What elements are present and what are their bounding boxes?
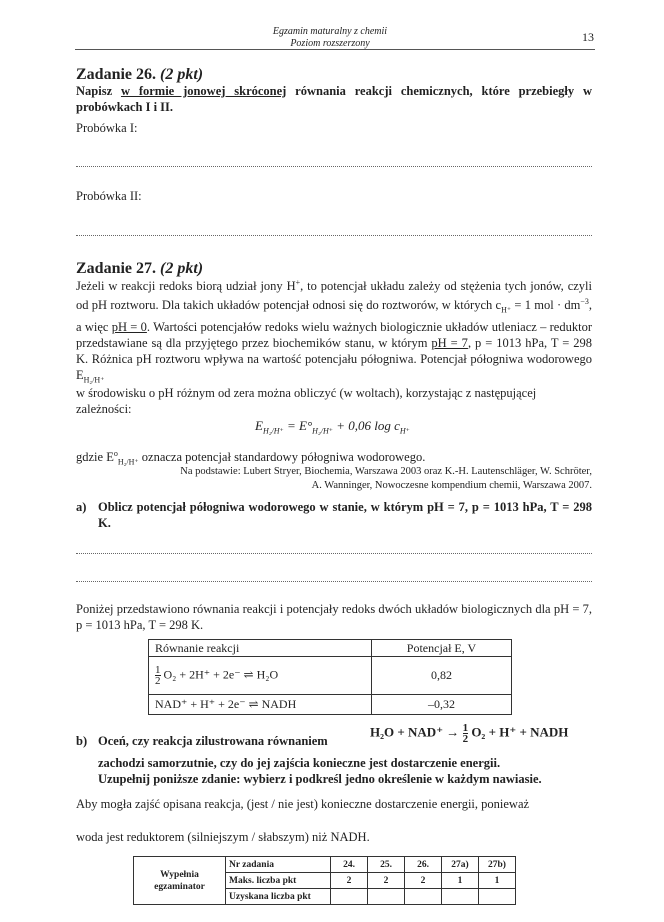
header-exam-title: Egzamin maturalny z chemii	[272, 26, 388, 37]
reaction-2: NAD⁺ + H⁺ + 2e⁻ ⇌ NADH	[149, 695, 372, 715]
table-intro: Poniżej przedstawiono równania reakcji i potencjały redoks dwóch układów biologicznych dla pH = 7, p = 1013 hPa, T = 298 K.	[76, 602, 592, 632]
col-potential-header: Potencjał E, V	[372, 640, 512, 657]
score-task: 25.	[368, 857, 405, 873]
reaction-1: $\frac{1}{2}$ O₂ + 2H⁺ + 2e⁻ ⇌ H₂O	[149, 657, 372, 695]
header-level: Poziom rozszerzony	[290, 38, 370, 49]
col-reaction-header: Równanie reakcji	[149, 640, 372, 657]
score-max: 1	[479, 873, 516, 889]
task-27-paragraph: Jeżeli w reakcji redoks biorą udział jony H+, to potencjał układu zależy od stężenia tych jonów, czyli od pH roztworu. Dla takich układów potencjał odnosi się do roztworów, w których $c_{H^+} = 1$ mol · $dm^{-3}$, a więc pH = 0. Wartości potencjałów redoks wielu ważnych biologicznie układów utleniacz – reduktor przedstawiane są dla przyjętego przez biochemików stanu, w którym pH = 7, p = 1013 hPa, T = 298 K. Różnica pH roztworu wpływa na wartość potencjału półogniwa. Potencjał półogniwa wodorowego $E_{H_2/H^+}$	[76, 278, 593, 385]
potential-2: –0,32	[372, 695, 512, 715]
formula-explanation: gdzie $E^o_{H_2/H^+}$ oznacza potencjał standardowy półogniwa wodorowego.	[76, 449, 426, 467]
score-max: 2	[331, 873, 368, 889]
source-citation: Na podstawie: Lubert Stryer, Biochemia, Warszawa 2003 oraz K.-H. Lautenschläger, W. Schröter, A. Wanninger, Nowoczesne kompendium chemii, Warszawa 2007.	[180, 466, 592, 491]
page-number: 13	[582, 30, 594, 44]
answer-line-tube-1[interactable]	[76, 166, 592, 167]
answer-line-27a-1[interactable]	[76, 553, 592, 554]
task-27-title: Zadanie 27. (2 pkt)	[76, 260, 204, 277]
score-table	[133, 856, 516, 905]
score-task: 27b)	[479, 857, 516, 873]
page-header	[230, 26, 430, 50]
potential-1: 0,82	[372, 657, 512, 695]
score-obtained-cell[interactable]	[405, 889, 442, 905]
task-27b-text-2: zachodzi samorzutnie, czy do jej zajścia konieczne jest dostarczenie energii.	[98, 756, 501, 770]
score-side-label: Wypełnia egzaminator	[134, 857, 226, 905]
score-task: 24.	[331, 857, 368, 873]
score-task: 27a)	[442, 857, 479, 873]
tube-1-label: Probówka I:	[76, 121, 138, 135]
score-obtained-cell[interactable]	[368, 889, 405, 905]
score-row-label-tasks: Nr zadania	[226, 857, 331, 873]
task-27a-text: Oblicz potencjał półogniwa wodorowego w stanie, w którym pH = 7, p = 1013 hPa, T = 298 K.	[98, 500, 592, 530]
score-row-label-obtained: Uzyskana liczba pkt	[226, 889, 331, 905]
task-26-title: Zadanie 26. (2 pkt)	[76, 66, 204, 83]
task-27b-text-3: Uzupełnij poniższe zdanie: wybierz i podkreśl jedno określenie w każdym nawiasie.	[98, 772, 542, 786]
tube-2-label: Probówka II:	[76, 189, 142, 203]
score-obtained-cell[interactable]	[331, 889, 368, 905]
potential-formula: $E_{H_2/H^+} = E^\circ_{H_2/H^+} + 0,06$ $\log c_{H^+}$	[255, 418, 410, 436]
task-27b-text-1: Oceń, czy reakcja zilustrowana równaniem	[98, 734, 328, 748]
header-divider	[75, 49, 595, 50]
task-27b-equation: H₂O + NAD⁺ → $\frac{1}{2}$ O₂ + H⁺ + NADH	[370, 722, 569, 745]
score-max: 2	[368, 873, 405, 889]
score-max: 2	[405, 873, 442, 889]
score-obtained-cell[interactable]	[442, 889, 479, 905]
task-27a-label: a)	[76, 500, 87, 514]
task-26-instruction: Napisz w formie jonowej skróconej równania reakcji chemicznych, które przebiegły w probówkach I i II.	[76, 84, 592, 114]
answer-line-tube-2[interactable]	[76, 235, 592, 236]
score-row-label-max: Maks. liczba pkt	[226, 873, 331, 889]
answer-line-27a-2[interactable]	[76, 581, 592, 582]
task-27b-sentence-1[interactable]: Aby mogła zajść opisana reakcja, (jest / nie jest) konieczne dostarczenie energii, ponieważ	[76, 797, 530, 811]
task-27b-label: b)	[76, 734, 88, 748]
score-obtained-cell[interactable]	[479, 889, 516, 905]
score-max: 1	[442, 873, 479, 889]
task-27b-sentence-2[interactable]: woda jest reduktorem (silniejszym / słabszym) niż NADH.	[76, 830, 370, 844]
score-task: 26.	[405, 857, 442, 873]
redox-table	[148, 639, 512, 715]
task-27-paragraph-2: w środowisku o pH różnym od zera można obliczyć (w woltach), korzystając z następującej zależności:	[76, 386, 537, 416]
